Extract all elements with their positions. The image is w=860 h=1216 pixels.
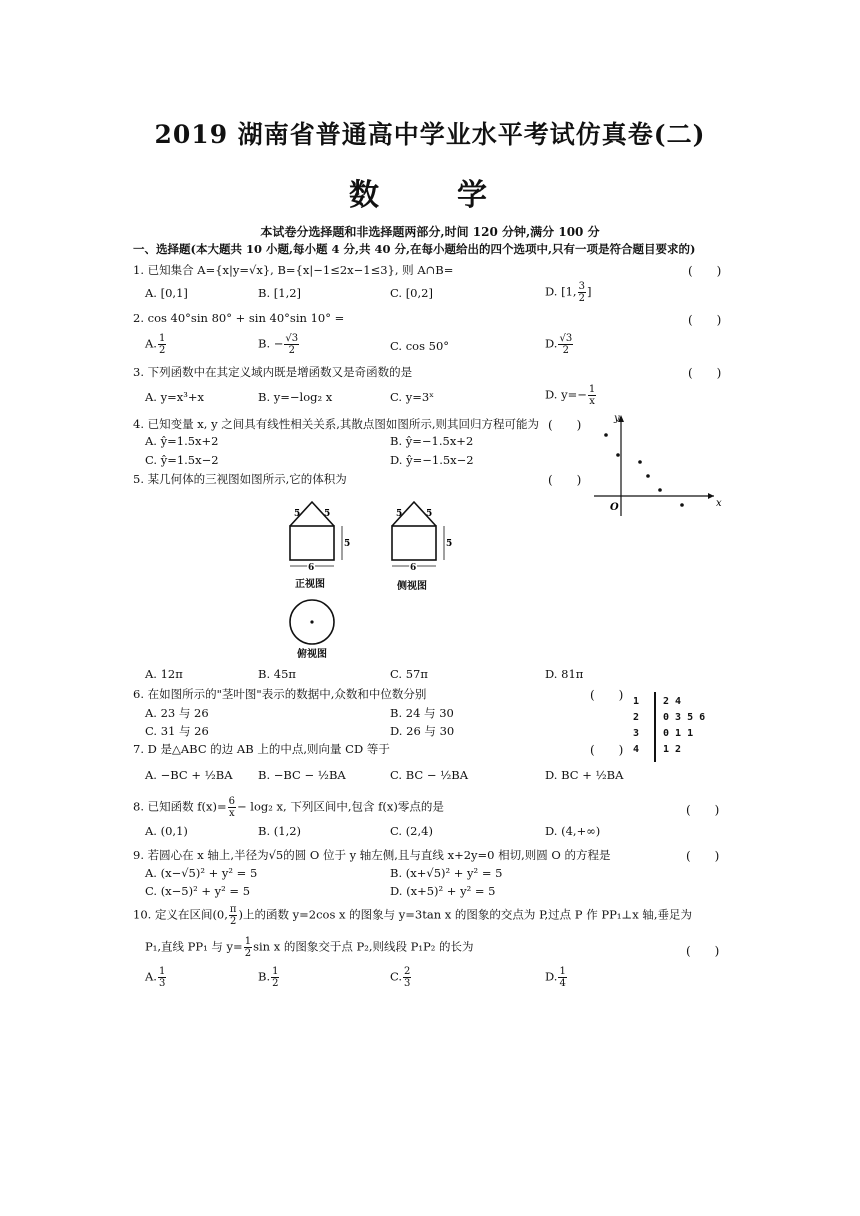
q6-option-a: A. 23 与 26	[145, 706, 209, 720]
q2-option-a	[145, 333, 167, 356]
q1-d-num: 3	[578, 281, 585, 292]
q10-c-prefix: C.	[390, 969, 403, 984]
q1-d-prefix: D. [1,	[545, 284, 577, 299]
q4-option-c: C. ŷ=1.5x−2	[145, 453, 219, 467]
stem-value: 2	[633, 712, 640, 723]
answer-paren-1: ( )	[688, 264, 722, 278]
q8-option-b: B. (1,2)	[258, 824, 302, 838]
question-7-stem: 7. D 是△ABC 的边 AB 上的中点,则向量 CD 等于	[133, 742, 390, 756]
scatter-point	[638, 460, 642, 464]
top-view-figure	[288, 598, 338, 648]
question-3-stem: 3. 下列函数中在其定义域内既是增函数又是奇函数的是	[133, 365, 413, 379]
scatter-x-arrow	[708, 493, 714, 499]
q4-option-d: D. ŷ=−1.5x−2	[390, 453, 474, 467]
q10-c-fraction	[403, 966, 411, 989]
q10-c-den: 3	[404, 978, 411, 989]
q5-option-a: A. 12π	[145, 667, 183, 681]
question-6-stem: 6. 在如图所示的"茎叶图"表示的数据中,众数和中位数分别	[133, 687, 427, 701]
stem-value: 1	[633, 696, 640, 707]
q10-option-b	[258, 966, 280, 989]
q8-option-a: A. (0,1)	[145, 824, 188, 838]
answer-paren-5: ( )	[548, 473, 582, 487]
front-view-figure	[282, 494, 354, 576]
scatter-origin-label: O	[610, 502, 619, 513]
question-9-stem: 9. 若圆心在 x 轴上,半径为√5的圆 O 位于 y 轴左侧,且与直线 x+2y=0 相切,则圆 O 的方程是	[133, 848, 611, 862]
q2-option-b	[258, 333, 300, 356]
side-view-figure	[384, 494, 456, 576]
q10-a-fraction	[158, 966, 166, 989]
q6-option-b: B. 24 与 30	[390, 706, 454, 720]
front-view-caption: 正视图	[295, 579, 325, 590]
side-dim-5-right: 5	[426, 509, 433, 519]
scatter-plot-figure	[594, 412, 724, 518]
q10-c-num: 2	[404, 966, 411, 977]
q7-option-d: D. BC + ½BA	[545, 768, 624, 782]
q10-pi-fraction	[229, 904, 238, 927]
side-dim-5-left: 5	[396, 509, 403, 519]
stem-value: 4	[633, 744, 640, 755]
q3-d-prefix: D. y=−	[545, 387, 587, 402]
answer-paren-10: ( )	[686, 944, 720, 958]
q1-option-a: A. [0,1]	[145, 286, 188, 300]
q4-option-a: A. ŷ=1.5x+2	[145, 434, 219, 448]
q10-b-num: 1	[272, 966, 279, 977]
q8-option-d: D. (4,+∞)	[545, 824, 601, 838]
question-4-stem: 4. 已知变量 x, y 之间具有线性相关关系,其散点图如图所示,则其回归方程可能为	[133, 417, 540, 431]
q2-option-d	[545, 333, 574, 356]
question-10-line-1	[133, 904, 692, 927]
q10-a-prefix: A.	[145, 969, 157, 984]
q2-a-fraction	[158, 333, 166, 356]
scatter-x-label: x	[716, 498, 722, 509]
answer-paren-6: ( )	[590, 688, 624, 702]
q2-d-num: √3	[559, 333, 573, 344]
q7-option-c: C. BC − ½BA	[390, 768, 469, 782]
q2-b-num: √3	[285, 333, 299, 344]
exam-intro: 本试卷分选择题和非选择题两部分,时间 120 分钟,满分 100 分	[260, 225, 600, 239]
question-2-stem: 2. cos 40°sin 80° + sin 40°sin 10° =	[133, 311, 345, 325]
question-1-stem: 1. 已知集合 A={x|y=√x}, B={x|−1≤2x−1≤3}, 则 A∩B=	[133, 263, 454, 277]
question-5-stem: 5. 某几何体的三视图如图所示,它的体积为	[133, 472, 347, 486]
q2-a-num: 1	[158, 333, 166, 344]
leaf-values: 1 2	[663, 744, 682, 755]
side-dim-5-height: 5	[446, 539, 453, 549]
scatter-point	[646, 474, 650, 478]
q2-d-fraction	[558, 333, 573, 356]
q5-option-d: D. 81π	[545, 667, 584, 681]
q10-b-fraction	[271, 966, 279, 989]
q4-option-b: B. ŷ=−1.5x+2	[390, 434, 474, 448]
q7-option-b: B. −BC − ½BA	[258, 768, 346, 782]
side-view-caption: 侧视图	[397, 581, 427, 592]
leaf-values: 2 4	[663, 696, 682, 707]
top-view-center	[310, 620, 313, 623]
q8-fraction	[228, 796, 236, 819]
scatter-y-label: y	[614, 413, 620, 424]
q2-b-den: 2	[288, 345, 295, 356]
q1-d-den: 2	[578, 293, 585, 304]
q10-b-prefix: B.	[258, 969, 271, 984]
q6-option-d: D. 26 与 30	[390, 724, 455, 738]
q2-a-den: 2	[158, 345, 166, 356]
q1-option-b: B. [1,2]	[258, 286, 302, 300]
side-body	[392, 526, 436, 560]
q2-b-prefix: B. −	[258, 336, 284, 351]
q3-option-a: A. y=x³+x	[145, 390, 204, 404]
q2-option-c: C. cos 50°	[390, 339, 450, 353]
exam-title: 2019 湖南省普通高中学业水平考试仿真卷(二)	[154, 120, 706, 149]
section-heading: 一、选择题(本大题共 10 小题,每小题 4 分,共 40 分,在每小题给出的四个选项中,只有一项是符合题目要求的)	[133, 242, 696, 256]
q8-stem-prefix: 8. 已知函数 f(x)=	[133, 799, 227, 814]
q3-option-c: C. y=3ˣ	[390, 390, 435, 404]
answer-paren-4: ( )	[548, 418, 582, 432]
top-view-caption: 俯视图	[297, 649, 327, 660]
q10-half-fraction	[244, 936, 252, 959]
q10-option-d	[545, 966, 568, 989]
q1-d-suffix: ]	[586, 284, 592, 299]
leaf-values: 0 3 5 6	[663, 712, 706, 723]
q10-d-fraction	[558, 966, 566, 989]
front-body	[290, 526, 334, 560]
scatter-point	[658, 488, 662, 492]
q3-d-fraction	[588, 384, 596, 407]
q10-d-prefix: D.	[545, 969, 558, 984]
scatter-point	[604, 433, 608, 437]
q10-pi-num: π	[229, 904, 237, 915]
question-10-line-2	[145, 936, 474, 959]
q10-line2-prefix: P₁,直线 PP₁ 与 y=	[145, 939, 243, 954]
q9-option-c: C. (x−5)² + y² = 5	[145, 884, 251, 898]
q1-d-fraction	[578, 281, 586, 304]
q3-option-b: B. y=−log₂ x	[258, 390, 333, 404]
q9-option-b: B. (x+√5)² + y² = 5	[390, 866, 503, 880]
q10-line1-prefix: 10. 定义在区间(0,	[133, 907, 228, 922]
answer-paren-3: ( )	[688, 366, 722, 380]
q10-d-num: 1	[559, 966, 566, 977]
q10-line1-suffix: )上的函数 y=2cos x 的图象与 y=3tan x 的图象的交点为 P,过点 P 作 PP₁⊥x 轴,垂足为	[238, 907, 693, 922]
q10-pi-den: 2	[230, 916, 237, 927]
q2-d-den: 2	[562, 345, 570, 356]
scatter-point	[680, 503, 684, 507]
q10-line2-suffix: sin x 的图象交于点 P₂,则线段 P₁P₂ 的长为	[253, 939, 474, 954]
q5-option-b: B. 45π	[258, 667, 296, 681]
q3-d-den: x	[589, 396, 595, 407]
q10-a-den: 3	[158, 978, 166, 989]
stem-value: 3	[633, 728, 640, 739]
q2-a-prefix: A.	[145, 336, 157, 351]
q3-option-d	[545, 384, 597, 407]
answer-paren-7: ( )	[590, 743, 624, 757]
q10-b-den: 2	[272, 978, 279, 989]
stem-leaf-plot	[630, 692, 730, 766]
q8-num: 6	[228, 796, 236, 807]
answer-paren-9: ( )	[686, 849, 720, 863]
q10-half-den: 2	[244, 948, 252, 959]
answer-paren-2: ( )	[688, 313, 722, 327]
scatter-point	[616, 453, 620, 457]
q8-den: x	[229, 808, 235, 819]
q2-b-fraction	[284, 333, 299, 356]
q9-option-d: D. (x+5)² + y² = 5	[390, 884, 496, 898]
q10-half-num: 1	[244, 936, 252, 947]
side-dim-6: 6	[410, 563, 417, 573]
front-dim-6: 6	[308, 563, 315, 573]
q3-d-num: 1	[588, 384, 596, 395]
q9-option-a: A. (x−√5)² + y² = 5	[145, 866, 258, 880]
front-dim-5-right: 5	[324, 509, 331, 519]
q10-a-num: 1	[158, 966, 166, 977]
front-dim-5-left: 5	[294, 509, 301, 519]
q10-d-den: 4	[559, 978, 566, 989]
subject-title: 数 学	[349, 178, 511, 213]
leaf-values: 0 1 1	[663, 728, 694, 739]
stem-leaf-divider	[654, 692, 656, 762]
q2-d-prefix: D.	[545, 336, 558, 351]
q7-option-a: A. −BC + ½BA	[145, 768, 233, 782]
question-8-stem	[133, 796, 444, 819]
q6-option-c: C. 31 与 26	[145, 724, 209, 738]
q1-option-d	[545, 281, 591, 304]
q10-option-a	[145, 966, 167, 989]
answer-paren-8: ( )	[686, 803, 720, 817]
q8-stem-suffix: − log₂ x, 下列区间中,包含 f(x)零点的是	[237, 799, 444, 814]
q10-option-c	[390, 966, 412, 989]
q8-option-c: C. (2,4)	[390, 824, 433, 838]
q5-option-c: C. 57π	[390, 667, 428, 681]
front-dim-5-height: 5	[344, 539, 351, 549]
q1-option-c: C. [0,2]	[390, 286, 433, 300]
